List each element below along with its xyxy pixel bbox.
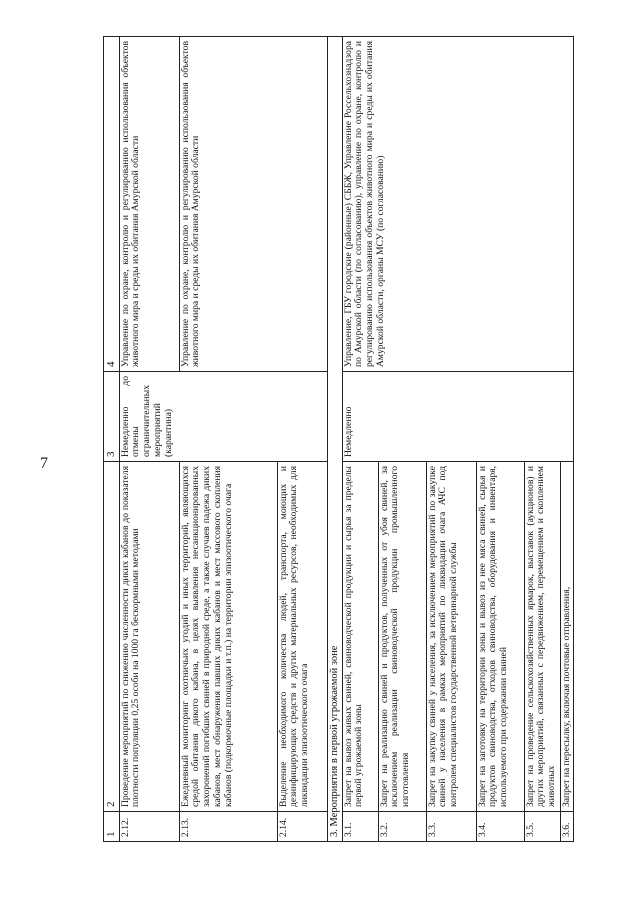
responsible-cell: Управление по охране, контролю и регулированию использования объектов животного мира и среды их обитания Амурской области [119,37,179,372]
row-number: 3.5. [524,812,560,842]
measure-text: Запрет на реализацию свиней и продуктов, полученных от убоя свиней, за исключением реализации свиноводческой продукции промышленного изготовления [378,462,426,812]
measure-text: Запрет на заготовку на территории зоны и вывоз из нее мяса свиней, сырья и продуктов свиноводства, отходов свиноводства, оборудования и инвентаря, используемого при содержании свиней [476,462,524,812]
measure-text: Запрет на закупку свиней у населения, за исключением мероприятий по закупке свиней у населения в рамках мероприятий по ликвидации очага АЧС под контролем специалистов государственной ветеринарной службы [426,462,476,812]
section-title: 3. Мероприятия в первой угрожаемой зоне [327,37,342,842]
measure-text: Запрет на проведение сельскохозяйственных ярмарок, выставок (аукционов) и других мероприятий, связанных с передвижением, перемещением и скоплением животных [524,462,560,812]
table-row [342,37,378,842]
row-number: 3.3. [426,812,476,842]
table-header-row [104,37,120,842]
column-header: 2 [104,462,120,812]
row-number: 3.6. [560,812,574,842]
table-row [119,37,179,842]
measure-text: Ежедневный мониторинг охотничьих угодий и иных территорий, являющихся средой обитания дикого кабана, в целях выявления несанкционированных захоронений погибших свиней в природной среде, а также случаев падежа диких кабанов, мест обнаружения павших диких кабанов и мест массового скопления кабанов (подкормочные площадки и т.п.) на территории эпизоотического очага [179,462,277,812]
column-header: 4 [104,37,120,372]
measure-text: Проведение мероприятий по снижению численности диких кабанов до показателя плотности популяции 0,25 особи на 1000 га бескормными методами [119,462,179,812]
section-row [327,37,342,842]
row-number: 2.14. [277,812,327,842]
row-number: 3.4. [476,812,524,842]
measure-text: Запрет на вывоз живых свиней, свиноводческой продукции и сырья за пределы первой угрожаемой зоны [342,462,378,812]
row-number: 3.2. [378,812,426,842]
measure-text: Запрет на пересылку, включая почтовые отправления, [560,462,574,812]
row-number: 2.12. [119,812,179,842]
term-cell: Немедленно [342,372,574,462]
column-header: 3 [104,372,120,462]
row-number: 3.1. [342,812,378,842]
column-header: 1 [104,812,120,842]
page-number: 7 [40,455,48,472]
term-cell: Немедленно до отмены ограничительных мероприятий (карантина) [119,372,327,462]
measures-table [103,36,574,842]
responsible-cell: Управление по охране, контролю и регулированию использования объектов животного мира и среды их обитания Амурской области [179,37,327,372]
responsible-cell: Управление, ГБУ городские (районные) СББЖ, Управление Россельхознадзора по Амурской области (по согласованию), управление по охране, контролю и регулированию использования объектов животного мира и среды их обитания Амурской области, органы МСУ (по согласованию) [342,37,574,372]
row-number: 2.13. [179,812,277,842]
measure-text: Выделение необходимого количества людей, транспорта, моющих и дезинфицирующих средств и других материальных ресурсов, необходимых для ликвидации эпизоотического очага [277,462,327,812]
